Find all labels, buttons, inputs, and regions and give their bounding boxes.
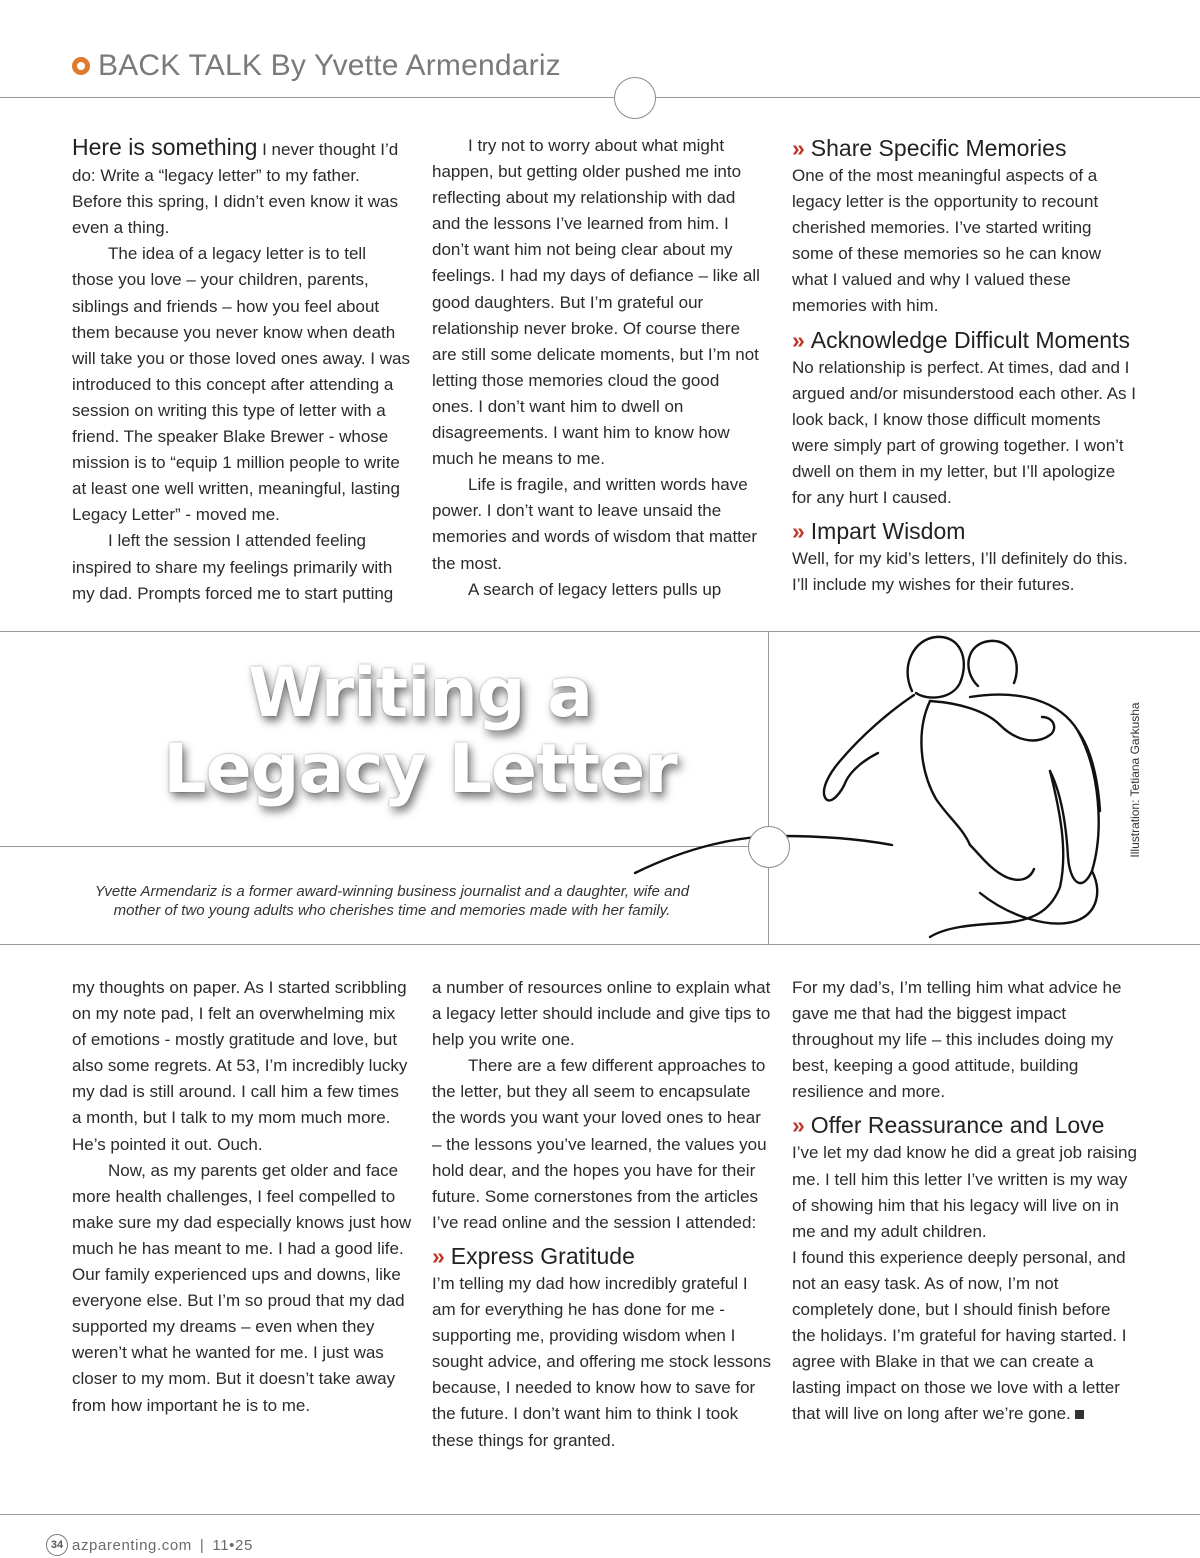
feature-title	[150, 656, 690, 808]
paragraph-text: I never thought I’d do: Write a “legacy letter” to my father. Before this spring, I didn’t even know it was even a thing.	[72, 140, 399, 238]
paragraph: I’ve let my dad know he did a great job raising me. I tell him this letter I’ve written is my way of showing him that his legacy will live on in me and my adult children.	[792, 1143, 1137, 1241]
chevron-marker-icon: »	[792, 1112, 805, 1139]
header	[72, 46, 561, 86]
paragraph-text: I found this experience deeply personal, and not an easy task. As of now, I’m not completely done, but I should finish before the holidays. I’m grateful for having started. I agree with Blake in that we can create a lasting impact on those we love with a letter that will live on long after we’re gone.	[792, 1247, 1127, 1424]
subhead: » Acknowledge Difficult Moments	[792, 326, 1130, 353]
bottom-column-3	[792, 975, 1137, 1428]
illustration-credit: Illustration: Tetiana Garkusha	[1128, 702, 1142, 858]
chevron-marker-icon: »	[432, 1242, 445, 1269]
ring-ornament-top	[614, 77, 656, 119]
paragraph: Now, as my parents get older and face more health challenges, I feel compelled to make sure my dad especially knows just how much he has meant to me. I had a good life. Our family experienced ups and downs, like everyone else. But I’m so proud that my dad supported my dreams – even when they weren’t what he wanted for me. I just was closer to my mom. But it doesn’t take away from how important he is to me.	[72, 1160, 412, 1415]
feature-title-line: Legacy Letter	[163, 730, 677, 809]
section-title: BACK TALK By Yvette Armendariz	[98, 49, 561, 82]
lead-in: Here is something	[72, 134, 258, 160]
paragraph: No relationship is perfect. At times, dad and I argued and/or misunderstood each other. As I look back, I know those difficult moments were simply part of growing together. I won’t dwell on them in my letter, but I’ll apologize for any hurt I caused.	[792, 357, 1137, 508]
line-art-illustration	[630, 631, 1130, 945]
issue-date: 11•25	[212, 1536, 253, 1554]
feature-title-line: Writing a	[247, 654, 593, 733]
paragraph: I’m telling my dad how incredibly grateful I am for everything he has done for me - supporting me, providing wisdom when I sought advice, and offering me stock lessons because, I needed to know how to save for the future. I don’t want him to think I took these things for granted.	[432, 1273, 771, 1450]
paragraph: Well, for my kid’s letters, I’ll definitely do this. I’ll include my wishes for their futures.	[792, 549, 1128, 595]
paragraph: The idea of a legacy letter is to tell those you love – your children, parents, siblings and friends – how you feel about them because you never know when death will take you or those loved ones away. I was introduced to this concept after attending a session on writing this type of letter with a friend. The speaker Blake Brewer - whose mission is to “equip 1 million people to write at least one well written, meaningful, lasting Legacy Letter” - moved me.	[72, 244, 410, 525]
bottom-column-2	[432, 975, 772, 1454]
footer-rule	[0, 1514, 1200, 1515]
top-column-3	[792, 134, 1137, 598]
paragraph: a number of resources online to explain what a legacy letter should include and give tips to help you write one.	[432, 978, 771, 1050]
paragraph	[72, 134, 412, 241]
top-column-2	[432, 133, 762, 603]
paragraph: my thoughts on paper. As I started scribbling on my note pad, I felt an overwhelming mix of emotions - mostly gratitude and love, but also some regrets. At 53, I’m incredibly lucky my dad is still around. I call him a few times a month, but I talk to my mom much more. He’s pointed it out. Ouch.	[72, 978, 408, 1154]
paragraph: Life is fragile, and written words have power. I don’t want to leave unsaid the memories and words of wisdom that matter the most.	[432, 475, 758, 573]
subhead: » Offer Reassurance and Love	[792, 1112, 1105, 1139]
chevron-marker-icon: »	[792, 326, 805, 353]
site-name: azparenting.com	[72, 1536, 192, 1554]
footer	[46, 1534, 253, 1556]
chevron-marker-icon: »	[792, 135, 805, 161]
paragraph: A search of legacy letters pulls up	[468, 579, 722, 599]
paragraph	[792, 1245, 1137, 1428]
bottom-column-1	[72, 975, 412, 1419]
orange-ring-bullet-icon	[72, 57, 90, 75]
subhead: » Share Specific Memories	[792, 135, 1067, 161]
paragraph: One of the most meaningful aspects of a legacy letter is the opportunity to recount cherished memories. I’ve started writing some of these memories so he can know what I valued and why I valued these memories with him.	[792, 166, 1101, 316]
ring-ornament-mid	[748, 826, 790, 868]
end-mark-icon	[1075, 1410, 1084, 1419]
paragraph: There are a few different approaches to the letter, but they all seem to encapsulate the words you want your loved ones to hear – the lessons you’ve learned, the values you hold dear, and the hopes you have for their future. Some cornerstones from the articles I’ve read online and the session I attended:	[432, 1056, 767, 1232]
top-column-1	[72, 134, 412, 607]
page-number: 34	[46, 1534, 68, 1556]
subhead: » Express Gratitude	[432, 1242, 635, 1269]
author-bio: Yvette Armendariz is a former award-winning business journalist and a daughter, wife and mother of two young adults who cherishes time and memories made with her family.	[94, 883, 690, 919]
subhead: » Impart Wisdom	[792, 518, 966, 545]
paragraph: I left the session I attended feeling inspired to share my feelings primarily with my dad. Prompts forced me to start putting	[72, 531, 394, 603]
paragraph: I try not to worry about what might happen, but getting older pushed me into reflecting about my relationship with dad and the lessons I’ve learned from him. I don’t want him not being clear about my feelings. I had my days of defiance – like all good daughters. But I’m grateful our relationship never broke. Of course there are still some delicate moments, but I’m not letting those memories cloud the good ones. I don’t want him to dwell on disagreements. I want him to know how much he means to me.	[432, 136, 760, 469]
paragraph: For my dad’s, I’m telling him what advice he gave me that had the biggest impact throughout my life – this includes doing my best, keeping a good attitude, building resilience and more.	[792, 978, 1122, 1102]
header-rule	[0, 97, 1200, 98]
footer-separator: |	[199, 1536, 205, 1554]
chevron-marker-icon: »	[792, 518, 805, 545]
